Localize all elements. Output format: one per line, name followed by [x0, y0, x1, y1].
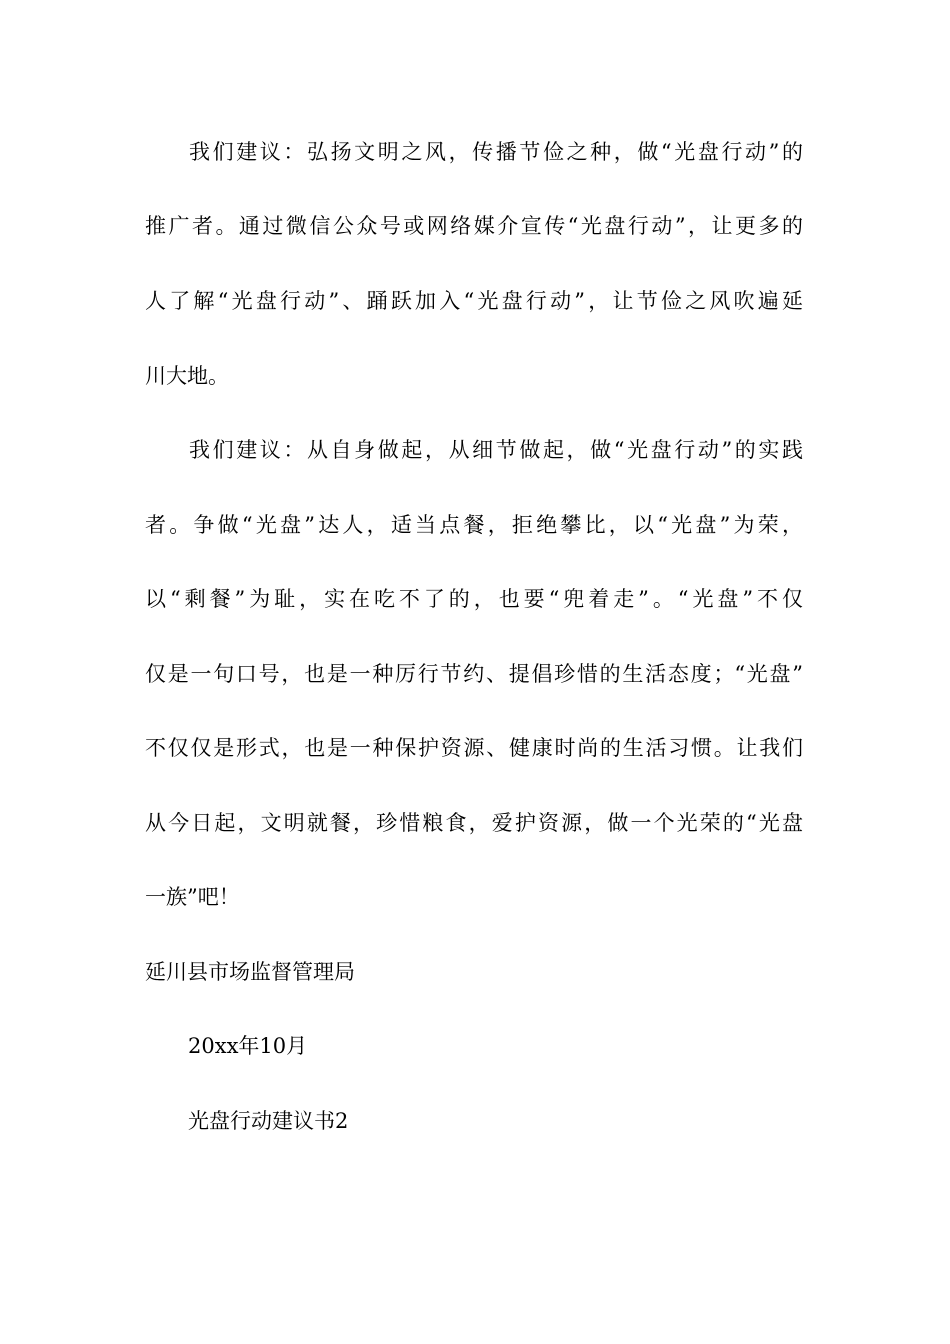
paragraph-line: 者。争做“光盘”达人，适当点餐，拒绝攀比，以“光盘”为荣，	[145, 513, 803, 537]
paragraph-line: 推广者。通过微信公众号或网络媒介宣传“光盘行动”，让更多的	[145, 214, 803, 238]
paragraph-line: 一族”吧！	[145, 885, 240, 909]
paragraph-line: 人了解“光盘行动”、踊跃加入“光盘行动”，让节俭之风吹遍延	[145, 289, 803, 313]
paragraph-line: 川大地。	[145, 364, 229, 388]
next-section-title: 光盘行动建议书2	[188, 1109, 349, 1133]
signature-date: 20xx年10月	[188, 1034, 308, 1058]
paragraph-line: 我们建议：从自身做起，从细节做起，做“光盘行动”的实践	[189, 438, 803, 462]
signature-organization: 延川县市场监督管理局	[145, 960, 355, 984]
paragraph-line: 不仅仅是形式，也是一种保护资源、健康时尚的生活习惯。让我们	[145, 736, 803, 760]
paragraph-line: 从今日起，文明就餐，珍惜粮食，爱护资源，做一个光荣的“光盘	[145, 811, 803, 835]
paragraph-line: 我们建议：弘扬文明之风，传播节俭之种，做“光盘行动”的	[189, 140, 803, 164]
paragraph-line: 以“剩餐”为耻，实在吃不了的，也要“兜着走”。“光盘”不仅	[145, 587, 803, 611]
paragraph-line: 仅是一句口号，也是一种厉行节约、提倡珍惜的生活态度；“光盘”	[145, 662, 803, 686]
